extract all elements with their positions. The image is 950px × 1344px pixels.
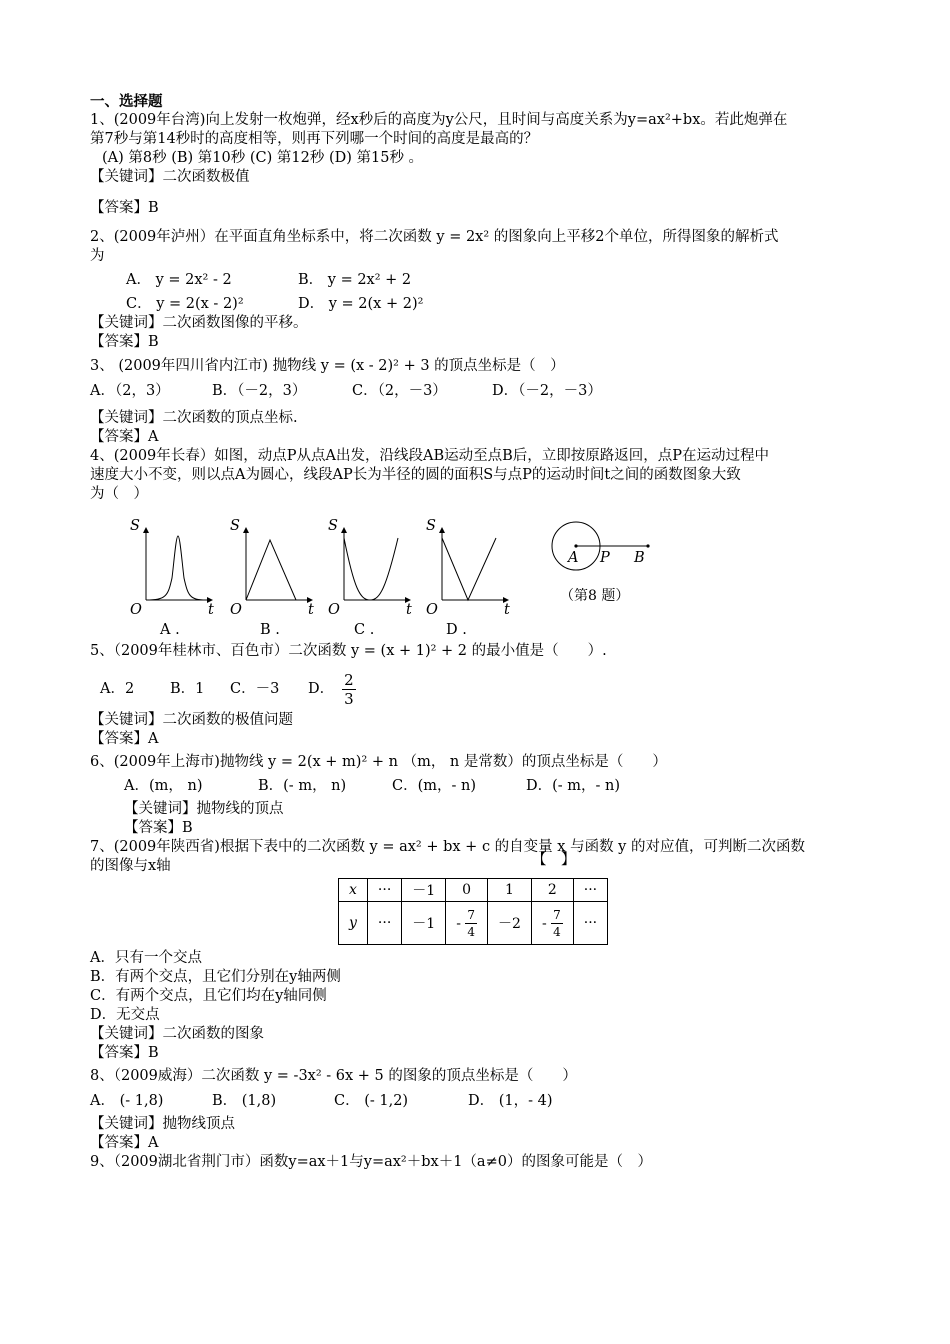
q8-option-a: A． (- 1,8) bbox=[90, 1093, 164, 1109]
graph-a-origin: O bbox=[130, 602, 142, 618]
q2-option-c: C． y = 2(x - 2)² bbox=[126, 296, 244, 312]
q7-table-cell: －2 bbox=[488, 902, 532, 945]
q2-option-b: B． y = 2x² + 2 bbox=[298, 272, 412, 288]
q2-answer: 【答案】B bbox=[90, 334, 159, 350]
q7-option-d: D．无交点 bbox=[90, 1007, 160, 1023]
fig-label-a: A bbox=[568, 550, 579, 566]
q4-line1: 4、(2009年长春）如图，动点P从点A出发，沿线段AB运动至点B后，立即按原路返回，点P在运动过程中 bbox=[90, 448, 770, 464]
q7-table-x-label: x bbox=[339, 879, 368, 902]
q2-line2: 为 bbox=[90, 248, 105, 264]
q2-option-d: D． y = 2(x + 2)² bbox=[298, 296, 424, 312]
q8-line1: 8、（2009威海）二次函数 y = -3x² - 6x + 5 的图象的顶点坐标是（ ） bbox=[90, 1068, 577, 1084]
graph-b-origin: O bbox=[230, 602, 242, 618]
graph-d bbox=[426, 518, 510, 636]
q1-line1: 1、(2009年台湾)向上发射一枚炮弹，经x秒后的高度为y公尺，且时间与高度关系为y=ax²+bx。若此炮弹在 bbox=[90, 112, 788, 128]
q7-line2-row bbox=[90, 852, 870, 876]
q7-answer: 【答案】B bbox=[90, 1045, 159, 1061]
q3-option-a: A．（2，3） bbox=[90, 383, 170, 399]
q6-option-b: B．(- m， n) bbox=[258, 778, 347, 794]
q2-option-a: A． y = 2x² - 2 bbox=[126, 272, 232, 288]
q8-option-c: C． (- 1,2) bbox=[334, 1093, 409, 1109]
q7-option-c: C．有两个交点，且它们均在y轴同侧 bbox=[90, 988, 327, 1004]
graph-b-axis-t: t bbox=[308, 602, 314, 618]
q8-answer: 【答案】A bbox=[90, 1135, 159, 1151]
graph-c-axis-s: S bbox=[328, 518, 338, 534]
q2-keyword: 【关键词】二次函数图像的平移。 bbox=[90, 315, 308, 331]
graph-a-axis-s: S bbox=[130, 518, 140, 534]
graph-a-axis-t: t bbox=[208, 602, 214, 618]
q6-option-c: C．(m，- n) bbox=[392, 778, 477, 794]
graph-d-axis-t: t bbox=[504, 602, 510, 618]
q9-line1: 9、（2009湖北省荆门市）函数y=ax＋1与y=ax²＋bx＋1（a≠0）的图象可能是（ ） bbox=[90, 1154, 652, 1170]
document-page bbox=[90, 92, 870, 1172]
q7-table-cell: ··· bbox=[573, 902, 607, 945]
q1-options: (A) 第8秒 (B) 第10秒 (C) 第12秒 (D) 第15秒 。 bbox=[102, 150, 424, 166]
q7-table-cell: 1 bbox=[488, 879, 532, 902]
q5-answer: 【答案】A bbox=[90, 731, 159, 747]
q7-line1: 7、(2009年陕西省)根据下表中的二次函数 y = ax² + bx + c 的自变量 x 与函数 y 的对应值，可判断二次函数 bbox=[90, 839, 805, 855]
graph-c-origin: O bbox=[328, 602, 340, 618]
graph-c-axis-t: t bbox=[406, 602, 412, 618]
q7-line2: 的图像与x轴 bbox=[90, 858, 171, 874]
graph-c-label: C . bbox=[354, 622, 375, 636]
fig-label-b: B bbox=[634, 550, 645, 566]
q7-table-cell: 0 bbox=[446, 879, 488, 902]
q7-table-row-y bbox=[339, 902, 608, 945]
q7-option-a: A．只有一个交点 bbox=[90, 950, 202, 966]
q6-line1: 6、(2009年上海市)抛物线 y = 2(x + m)² + n （m， n 是常数）的顶点坐标是（ ） bbox=[90, 754, 667, 770]
q7-table-cell: －1 bbox=[402, 879, 446, 902]
q3-option-c: C．（2，－3） bbox=[352, 383, 447, 399]
q5-keyword: 【关键词】二次函数的极值问题 bbox=[90, 712, 293, 728]
graph-d-axis-s: S bbox=[426, 518, 436, 534]
q3-answer: 【答案】A bbox=[90, 429, 159, 445]
fig-label-p: P bbox=[600, 550, 610, 566]
q7-table-cell: －1 bbox=[402, 902, 446, 945]
graph-b bbox=[230, 518, 314, 636]
q7-table-row-x bbox=[339, 879, 608, 902]
fig-caption: （第8 题） bbox=[560, 588, 630, 604]
q5-option-a: A．2 bbox=[100, 680, 135, 697]
graph-b-label: B . bbox=[260, 622, 280, 636]
graph-c bbox=[328, 518, 412, 636]
q4-line3: 为（ ） bbox=[90, 486, 148, 502]
q5-fraction-denominator: 3 bbox=[344, 689, 354, 708]
q6-keyword: 【关键词】抛物线的顶点 bbox=[124, 801, 284, 817]
q7-table-cell-fraction: - $\frac{7}{4}$ bbox=[446, 902, 488, 945]
q1-keyword: 【关键词】二次函数极值 bbox=[90, 169, 250, 185]
q7-table-cell-fraction: - $\frac{7}{4}$ bbox=[531, 902, 573, 945]
q3-keyword: 【关键词】二次函数的顶点坐标. bbox=[90, 410, 298, 426]
q7-option-b: B．有两个交点，且它们分别在y轴两侧 bbox=[90, 969, 341, 985]
q5-option-d-fraction bbox=[342, 671, 356, 708]
q5-option-d: D． bbox=[308, 680, 335, 697]
q8-option-d: D． (1，- 4) bbox=[468, 1093, 553, 1109]
graph-a bbox=[130, 518, 214, 636]
q5-option-c: C．－3 bbox=[230, 680, 280, 697]
q1-line2: 第7秒与第14秒时的高度相等，则再下列哪一个时间的高度是最高的？ bbox=[90, 131, 539, 147]
q6-answer: 【答案】B bbox=[124, 820, 193, 836]
q7-table-cell: 2 bbox=[531, 879, 573, 902]
q3-option-b: B．（－2，3） bbox=[212, 383, 307, 399]
q7-value-table bbox=[338, 878, 608, 945]
q4-line2: 速度大小不变，则以点A为圆心，线段AP长为半径的圆的面积S与点P的运动时间t之间的函数图象大致 bbox=[90, 467, 741, 483]
q7-table-cell: ··· bbox=[573, 879, 607, 902]
q7-keyword: 【关键词】二次函数的图象 bbox=[90, 1026, 264, 1042]
q3-line1: 3、 (2009年四川省内江市) 抛物线 y = (x - 2)² + 3 的顶点坐标是（ ） bbox=[90, 358, 565, 374]
q3-option-d: D．（－2，－3） bbox=[492, 383, 602, 399]
circle-figure bbox=[552, 522, 650, 604]
q4-graphs bbox=[90, 518, 870, 636]
q8-keyword: 【关键词】抛物线顶点 bbox=[90, 1116, 235, 1132]
q7-table-y-label: y bbox=[339, 902, 368, 945]
q4-graph-options bbox=[126, 518, 686, 636]
q7-table-cell: ··· bbox=[367, 902, 401, 945]
section-title: 一、选择题 bbox=[90, 93, 163, 110]
q2-line1: 2、(2009年泸州）在平面直角坐标系中，将二次函数 y = 2x² 的图象向上平移2个单位，所得图象的解析式 bbox=[90, 229, 779, 245]
q6-option-a: A．(m， n) bbox=[124, 778, 203, 794]
graph-d-origin: O bbox=[426, 602, 438, 618]
q1-answer: 【答案】B bbox=[90, 200, 159, 216]
graph-a-label: A . bbox=[160, 622, 180, 636]
graph-b-axis-s: S bbox=[230, 518, 240, 534]
q8-option-b: B． (1,8) bbox=[212, 1093, 277, 1109]
graph-d-label: D . bbox=[446, 622, 467, 636]
q7-answer-bracket: 【 】 bbox=[532, 852, 576, 868]
q5-line1: 5、（2009年桂林市、百色市）二次函数 y = (x + 1)² + 2 的最小值是（ ）. bbox=[90, 643, 607, 659]
q7-table-cell: ··· bbox=[367, 879, 401, 902]
q6-option-d: D．(- m，- n) bbox=[526, 778, 621, 794]
q5-option-b: B．1 bbox=[170, 680, 205, 697]
q5-fraction-numerator: 2 bbox=[344, 670, 354, 689]
